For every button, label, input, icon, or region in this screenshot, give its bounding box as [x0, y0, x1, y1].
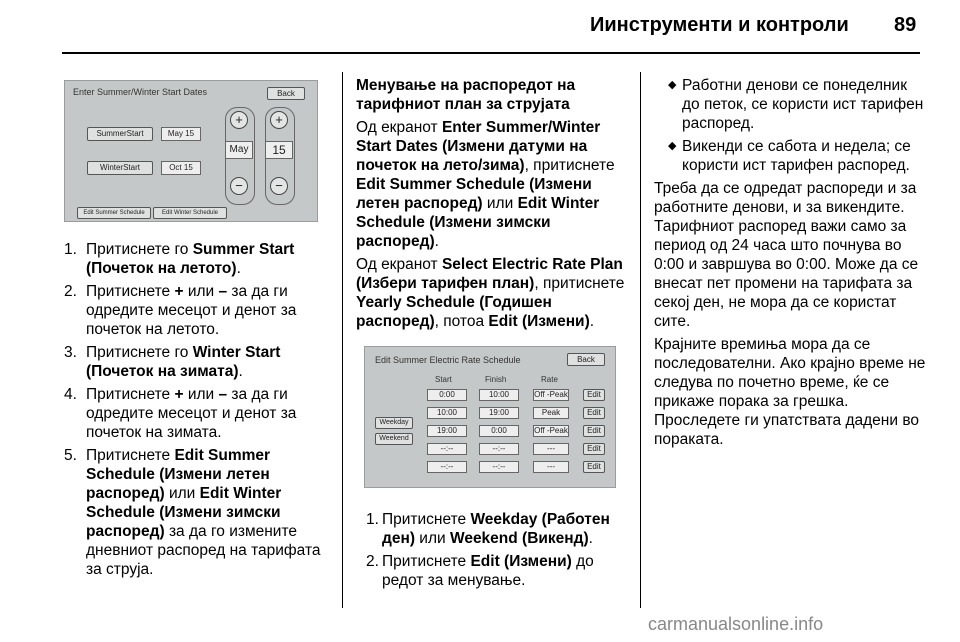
- screen-title: Enter Summer/Winter Start Dates: [73, 87, 208, 97]
- header-rule: [62, 52, 920, 54]
- finish-time: 0:00: [479, 425, 519, 437]
- list-item: [64, 446, 322, 579]
- rate-value: ---: [533, 443, 569, 455]
- text: .: [236, 260, 241, 277]
- item-number: 5.: [64, 447, 77, 464]
- text: или: [164, 485, 200, 502]
- paragraph: Од екранот Select Electric Rate Plan (Избери тарифен план), притиснете Yearly Schedule (Годишен распоред), потоа Edit (Измени).: [356, 256, 625, 330]
- winter-start-button[interactable]: WinterStart: [87, 161, 153, 175]
- start-time: --:--: [427, 461, 467, 473]
- month-value: May: [225, 141, 253, 159]
- item-number: 2.: [64, 283, 77, 300]
- item-number: 3.: [64, 344, 77, 361]
- summer-start-value: May 15: [161, 127, 201, 141]
- edit-winter-schedule-button[interactable]: Edit Winter Schedule: [153, 207, 227, 219]
- day-plus-button[interactable]: +: [270, 111, 288, 129]
- item-number: 4.: [64, 386, 77, 403]
- column-start-label: Start: [435, 375, 452, 384]
- edit-row-button[interactable]: Edit: [583, 389, 605, 401]
- back-button[interactable]: Back: [267, 87, 305, 100]
- item-number: 1.: [64, 241, 77, 258]
- day-minus-button[interactable]: −: [270, 177, 288, 195]
- edit-row-button[interactable]: Edit: [583, 425, 605, 437]
- text: или: [414, 530, 450, 547]
- start-time: 0:00: [427, 389, 467, 401]
- bold-text: Weekend (Викенд): [449, 530, 589, 547]
- text: Притиснете го: [86, 241, 193, 258]
- column-divider-2: [640, 72, 641, 608]
- rate-value: Peak: [533, 407, 569, 419]
- weekday-button[interactable]: Weekday: [375, 417, 413, 429]
- start-time: 10:00: [427, 407, 467, 419]
- text: Притиснете: [86, 283, 175, 300]
- bold-text: +: [174, 283, 184, 300]
- text: .: [588, 530, 593, 547]
- steps-list-1: [64, 240, 322, 579]
- text: Притиснете: [86, 447, 175, 464]
- rate-value: Off -Peak: [534, 390, 568, 399]
- diamond-bullet-icon: ◆: [668, 79, 677, 91]
- text: или: [183, 386, 219, 403]
- finish-time: 10:00: [479, 389, 519, 401]
- bullet-list: [654, 76, 926, 175]
- screen-title: Edit Summer Electric Rate Schedule: [375, 355, 521, 365]
- text: до редот за менување.: [382, 553, 594, 589]
- text: за да ги одредите месецот и денот за почеток на зимата.: [86, 386, 297, 441]
- finish-time: --:--: [479, 443, 519, 455]
- text: Притиснете: [86, 386, 175, 403]
- list-item: [64, 385, 322, 442]
- item-number: 1.: [366, 511, 379, 528]
- column-1: [64, 240, 322, 583]
- bullet-item: ◆ Работни денови се понеделник до петок, се користи ист тарифен распоред.: [668, 77, 924, 132]
- text: Притиснете: [382, 511, 471, 528]
- text: Притиснете: [382, 553, 471, 570]
- bold-text: Edit Summer Schedule (Измени летен распоред): [86, 447, 271, 502]
- page-header-title: Иинструменти и контроли: [590, 14, 849, 36]
- edit-row-button[interactable]: Edit: [583, 443, 605, 455]
- paragraph: Крајните времиња мора да се последователни. Ако крајно време не следува по почетно време, ќе се прикаже порака за грешка. Проследете ги упатствата дадени во пораката.: [654, 336, 926, 448]
- paragraph: Од екранот Enter Summer/Winter Start Dates (Измени датуми на почеток на лето/зима), притиснете Edit Summer Schedule (Измени летен распоред) или Edit Winter Schedule (Измени зимски распоред).: [356, 119, 615, 250]
- list-item: [356, 552, 628, 590]
- weekend-button[interactable]: Weekend: [375, 433, 413, 445]
- edit-row-button[interactable]: Edit: [583, 461, 605, 473]
- bold-text: Winter Start (Почеток на зимата): [86, 344, 281, 380]
- start-time: --:--: [427, 443, 467, 455]
- bold-text: +: [174, 386, 184, 403]
- item-number: 2.: [366, 553, 379, 570]
- watermark: carmanualsonline.info: [648, 614, 824, 634]
- diamond-bullet-icon: ◆: [668, 140, 677, 152]
- edit-rate-schedule-screen: [364, 346, 616, 488]
- rate-value: ---: [533, 461, 569, 473]
- rate-value: Off -Peak: [534, 426, 568, 435]
- text: или: [183, 283, 219, 300]
- column-2-steps: [356, 510, 628, 594]
- bold-text: –: [218, 386, 228, 403]
- month-minus-button[interactable]: −: [230, 177, 248, 195]
- column-2: [356, 76, 628, 335]
- finish-time: --:--: [479, 461, 519, 473]
- section-heading: Менување на распоредот на тарифниот план за струјата: [356, 77, 576, 113]
- text: .: [238, 363, 243, 380]
- text: Притиснете го: [86, 344, 193, 361]
- bold-text: –: [218, 283, 228, 300]
- bullet-item: ◆ Викенди се сабота и недела; се користи ист тарифен распоред.: [668, 138, 911, 174]
- bold-text: Weekday (Работен ден): [382, 511, 610, 547]
- edit-row-button[interactable]: Edit: [583, 407, 605, 419]
- start-time: 19:00: [427, 425, 467, 437]
- day-value: 15: [265, 141, 293, 159]
- month-plus-button[interactable]: +: [230, 111, 248, 129]
- paragraph: Треба да се одредат распореди и за работните денови, и за викендите. Тарифниот распоред важи само за период од 24 часа што почнува во 0:00 и завршува во 0:00. Може да се внесат пет промени на тарифата за секој ден, не мора да се користат сите.: [654, 180, 919, 330]
- bold-text: Edit (Измени): [470, 553, 572, 570]
- finish-time: 19:00: [479, 407, 519, 419]
- column-3: [654, 76, 926, 453]
- bold-text: Edit Winter Schedule (Измени зимски распоред): [86, 485, 282, 540]
- back-button[interactable]: Back: [567, 353, 605, 366]
- page-number: 89: [894, 14, 917, 36]
- list-item: [64, 343, 322, 381]
- list-item: [64, 282, 322, 339]
- list-item: [64, 240, 322, 278]
- list-item: [356, 510, 628, 548]
- text: за да го измените дневниот распоред на тарифата за струја.: [86, 523, 321, 578]
- column-divider-1: [342, 72, 343, 608]
- winter-start-value: Oct 15: [161, 161, 201, 175]
- summer-winter-dates-screen: [64, 80, 318, 222]
- edit-summer-schedule-button[interactable]: Edit Summer Schedule: [77, 207, 151, 219]
- summer-start-button[interactable]: SummerStart: [87, 127, 153, 141]
- column-finish-label: Finish: [485, 375, 507, 384]
- bold-text: Summer Start (Почеток на летото): [86, 241, 295, 277]
- steps-list-2: [356, 510, 628, 590]
- text: за да ги одредите месецот и денот за почеток на летото.: [86, 283, 297, 338]
- column-rate-label: Rate: [541, 375, 558, 384]
